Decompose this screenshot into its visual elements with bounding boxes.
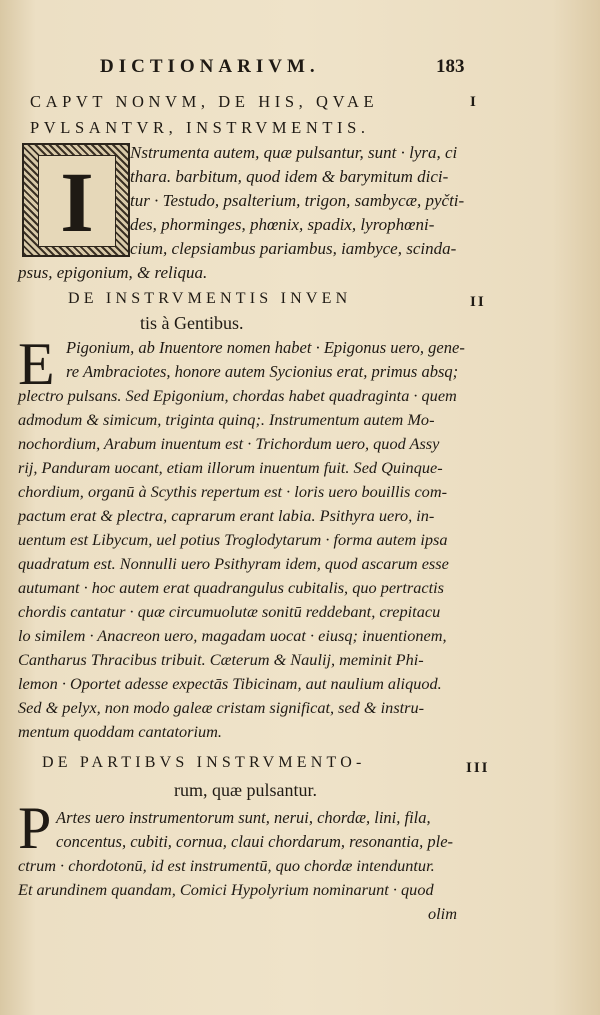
section-2-title-line-2: tis à Gentibus. (140, 313, 244, 333)
section-2-title-line-1: DE INSTRVMENTIS INVEN (68, 290, 352, 307)
section-2-line: chordium, organū à Scythis repertum est · loris uero bouillis com- (18, 482, 448, 501)
section-2-line: quadratum est. Nonnulli uero Psithyram idem, quod ascarum esse (18, 554, 449, 573)
section-2-line: pactum erat & plectra, caprarum erant labia. Psithyra uero, in- (18, 506, 435, 525)
catchword: olim (428, 904, 457, 923)
section-3-roman-numeral: III (466, 760, 490, 776)
section-2-line: Sed & pelyx, non modo galeæ cristam significat, sed & instru- (18, 698, 425, 717)
section-2-line: nochordium, Arabum inuentum est · Trichordum uero, quod Assy (18, 434, 440, 453)
section-3-initial: P (18, 795, 52, 861)
section-2-roman-numeral: II (470, 294, 486, 310)
section-2-line: plectro pulsans. Sed Epigonium, chordas habet quadraginta · quem (18, 386, 457, 405)
chapter-title-line-2: PVLSANTVR, INSTRVMENTIS. (30, 118, 370, 137)
section-3-line: ctrum · chordotonū, id est instrumentū, quo chordæ intenduntur. (18, 856, 435, 875)
page-number: 183 (436, 56, 465, 77)
chapter-line: tur · Testudo, psalterium, trigon, sambycæ, pyčti- (130, 191, 465, 210)
section-2-line: mentum quoddam cantatorium. (18, 722, 222, 741)
section-2-line: admodum & simicum, triginta quinq;. Instrumentum autem Mo- (18, 410, 435, 429)
section-3-line: Et arundinem quandam, Comici Hypolyrium nominarunt · quod (18, 880, 434, 899)
section-3-title-line-1: DE PARTIBVS INSTRVMENTO- (42, 754, 366, 771)
chapter-line: psus, epigonium, & reliqua. (18, 263, 208, 282)
chapter-line: cium, clepsiambus pariambus, iambyce, scinda- (130, 239, 457, 258)
chapter-title-line-1: CAPVT NONVM, DE HIS, QVAE (30, 92, 379, 111)
section-2-line: autumant · hoc autem erat quadrangulus cubitalis, quo pertractis (18, 578, 445, 597)
chapter-roman-numeral: I (470, 94, 478, 110)
chapter-line: des, phorminges, phœnix, spadix, lyrophœni- (130, 215, 435, 234)
chapter-line: thara. barbitum, quod idem & barymitum dici- (130, 167, 449, 186)
section-3-line: Artes uero instrumentorum sunt, nerui, chordæ, lini, fila, (56, 808, 431, 827)
section-2-line: Cantharus Thracibus tribuit. Cæterum & Naulij, meminit Phi- (18, 650, 424, 669)
running-title: DICTIONARIVM. (100, 56, 320, 77)
running-header (0, 56, 600, 82)
decorated-initial-letter: I (60, 154, 94, 250)
section-2-line: lo similem · Anacreon uero, magadam uocat · eiusq; inuentionem, (18, 626, 447, 645)
section-2-initial: E (18, 331, 55, 397)
section-2-line: lemon · Oportet adesse expectās Tibicinam, aut naulium aliquod. (18, 674, 442, 693)
section-2-line: uentum est Libycum, uel potius Troglodytarum · forma autem ipsa (18, 530, 448, 549)
section-2-line: rij, Panduram uocant, etiam illorum inuentum fuit. Sed Quinque- (18, 458, 443, 477)
decorated-initial (22, 143, 130, 257)
section-3-title-line-2: rum, quæ pulsantur. (174, 780, 317, 800)
section-2-line: chordis cantatur · quæ circumuolutæ sonitū reddebant, crepitacu (18, 602, 441, 621)
section-3-line: concentus, cubiti, cornua, claui chordarum, resonantia, ple- (56, 832, 454, 851)
section-2-line: Pigonium, ab Inuentore nomen habet · Epigonus uero, gene- (66, 338, 465, 357)
chapter-line: Nstrumenta autem, quæ pulsantur, sunt · lyra, ci (130, 143, 458, 162)
section-2-line: re Ambraciotes, honore autem Sycionius erat, primus absq; (66, 362, 459, 381)
